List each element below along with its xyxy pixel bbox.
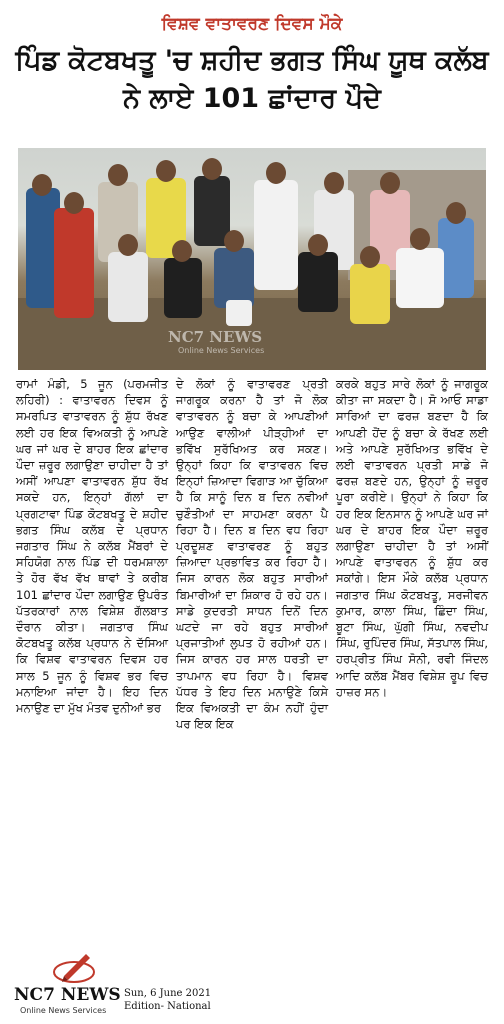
photo-person-head	[118, 234, 138, 256]
brand-logo: NC7 NEWS	[14, 985, 121, 1005]
photo-watermark: NC7 NEWS	[168, 328, 263, 346]
photo-person-head	[224, 230, 244, 252]
photo-person-head	[108, 164, 128, 186]
photo-person-head	[360, 246, 380, 268]
article-headline: ਪਿੰਡ ਕੋਟਬਖਤੂ 'ਚ ਸ਼ਹੀਦ ਭਗਤ ਸਿੰਘ ਯੂਥ ਕਲੱਬ ਨੇ ਲਾਏ 101 ਛਾਂਦਾਰ ਪੌਦੇ	[15, 45, 489, 114]
photo-person-head	[308, 234, 328, 256]
photo-watermark-sub: Online News Services	[178, 346, 265, 355]
photo-person-head	[64, 192, 84, 214]
photo-person-head	[32, 174, 52, 196]
article-column-2	[176, 376, 328, 732]
article-body	[16, 376, 492, 926]
brand-tagline: Online News Services	[20, 1006, 107, 1015]
photo-person-head	[446, 202, 466, 224]
photo-person	[164, 258, 202, 318]
photo-person	[396, 248, 444, 308]
photo-person	[350, 264, 390, 324]
photo-person	[108, 252, 148, 322]
section-kicker: ਵਿਸ਼ਵ ਵਾਤਾਵਰਣ ਦਿਵਸ ਮੌਕੇ	[161, 14, 343, 34]
photo-person	[54, 208, 94, 318]
article-text: ਰਾਮਾਂ ਮੰਡੀ, 5 ਜੂਨ (ਪਰਮਜੀਤ ਲਹਿਰੀ) : ਵਾਤਾਵਰਨ ਦਿਵਸ ਨੂੰ ਸਮਰਪਿਤ ਵਾਤਾਵਰਨ ਨੂੰ ਸ਼ੁੱਧ ਰੱਖਣ ਲਈ ਹਰ ਇਕ ਵਿਅਕਤੀ ਨੂੰ ਆਪਣੇ ਘਰ ਜਾਂ ਘਰ ਦੇ ਬਾਹਰ ਇਕ ਛਾਂਦਾਰ ਪੌਦਾ ਜ਼ਰੂਰ ਲਗਾਉਣਾ ਚਾਹੀਦਾ ਹੈ ਤਾਂ ਅਸੀਂ ਆਪਣਾ ਵਾਤਾਵਰਨ ਸ਼ੁੱਧ ਰੱਖ ਸਕਦੇ ਹਨ, ਇਨ੍ਹਾਂ ਗੱਲਾਂ ਦਾ ਪ੍ਰਗਟਾਵਾ ਪਿੰਡ ਕੋਟਬਖਤੂ ਦੇ ਸ਼ਹੀਦ ਭਗਤ ਸਿੰਘ ਕਲੱਬ ਦੇ ਪ੍ਰਧਾਨ ਜਗਤਾਰ ਸਿੰਘ ਨੇ ਕਲੱਬ ਮੈਂਬਰਾਂ ਦੇ ਸਹਿਯੋਗ ਨਾਲ ਪਿੰਡ ਦੀ ਧਰਮਸ਼ਾਲਾ ਤੇ ਹੋਰ ਵੱਖ ਵੱਖ ਥਾਵਾਂ ਤੇ ਕਰੀਬ 101 ਛਾਂਦਾਰ ਪੌਦਾ ਲਗਾਉਣ ਉਪਰੰਤ ਪੱਤਰਕਾਰਾਂ ਨਾਲ ਵਿਸ਼ੇਸ਼ ਗੱਲਬਾਤ ਦੌਰਾਨ ਕੀਤਾ। ਜਗਤਾਰ ਸਿੰਘ ਕੋਟਬਖਤੂ ਕਲੱਬ ਪ੍ਰਧਾਨ ਨੇ ਦੱਸਿਆ ਕਿ ਵਿਸ਼ਵ ਵਾਤਾਵਰਨ ਦਿਵਸ ਹਰ ਸਾਲ 5 ਜੂਨ ਨੂੰ ਵਿਸ਼ਵ ਭਰ ਵਿਚ ਮਨਾਇਆ ਜਾਂਦਾ ਹੈ। ਇਹ ਦਿਨ ਮਨਾਉਣ ਦਾ ਮੁੱਖ ਮੰਤਵ ਦੁਨੀਆਂ ਭਰ	[16, 377, 168, 716]
photo-person	[254, 180, 298, 290]
article-column-3	[336, 376, 488, 700]
photo-person-head	[202, 158, 222, 180]
photo-person	[298, 252, 338, 312]
photo-person-head	[380, 172, 400, 194]
article-text: ਕਰਕੇ ਬਹੁਤ ਸਾਰੇ ਲੋਕਾਂ ਨੂੰ ਜਾਗਰੂਕ ਕੀਤਾ ਜਾ ਸਕਦਾ ਹੈ। ਸੋ ਆਓ ਸਾਡਾ ਸਾਰਿਆਂ ਦਾ ਫਰਜ਼ ਬਣਦਾ ਹੈ ਕਿ ਆਪਣੀ ਹੋਂਦ ਨੂੰ ਬਚਾ ਕੇ ਰੱਖਣ ਲਈ ਅਤੇ ਆਪਣੇ ਸੁਰੱਖਿਅਤ ਭਵਿੱਖ ਦੇ ਲਈ ਵਾਤਾਵਰਨ ਪ੍ਰਤੀ ਸਾਡੇ ਜੋ ਫਰਜ਼ ਬਣਦੇ ਹਨ, ਉਨ੍ਹਾਂ ਨੂੰ ਜ਼ਰੂਰ ਪੂਰਾ ਕਰੀਏ। ਉਨ੍ਹਾਂ ਨੇ ਕਿਹਾ ਕਿ ਹਰ ਇਕ ਇਨਸਾਨ ਨੂੰ ਆਪਣੇ ਘਰ ਜਾਂ ਘਰ ਦੇ ਬਾਹਰ ਇਕ ਪੌਦਾ ਜ਼ਰੂਰ ਲਗਾਉਣਾ ਚਾਹੀਦਾ ਹੈ ਤਾਂ ਅਸੀਂ ਆਪਣੇ ਵਾਤਾਵਰਨ ਨੂੰ ਸ਼ੁੱਧ ਕਰ ਸਕਾਂਗੇ। ਇਸ ਮੌਕੇ ਕਲੱਬ ਪ੍ਰਧਾਨ ਜਗਤਾਰ ਸਿੰਘ ਕੋਟਬਖਤੂ, ਸਰਜੀਵਨ ਕੁਮਾਰ, ਕਾਲਾ ਸਿੰਘ, ਛਿੰਦਾ ਸਿੰਘ, ਬੂਟਾ ਸਿੰਘ, ਘੁੱਗੀ ਸਿੰਘ, ਨਵਦੀਪ ਸਿੰਘ, ਰੁਪਿੰਦਰ ਸਿੰਘ, ਸੱਤਪਾਲ ਸਿੰਘ, ਹਰਪ੍ਰੀਤ ਸਿੰਘ ਸੋਨੀ, ਰਵੀ ਜਿੰਦਲ ਆਦਿ ਕਲੱਬ ਮੈਂਬਰ ਵਿਸ਼ੇਸ਼ ਰੂਪ ਵਿਚ ਹਾਜ਼ਰ ਸਨ।	[336, 377, 488, 699]
photo-person-head	[410, 228, 430, 250]
photo-person-head	[266, 162, 286, 184]
photo-person-head	[324, 172, 344, 194]
article-column-1	[16, 376, 168, 716]
edition-label: Edition- National	[124, 1001, 211, 1012]
photo-person	[214, 248, 254, 308]
photo-person-head	[172, 240, 192, 262]
photo-person-head	[156, 160, 176, 182]
photo-bucket	[226, 300, 252, 326]
article-text: ਦੇ ਲੋਕਾਂ ਨੂੰ ਵਾਤਾਵਰਣ ਪ੍ਰਤੀ ਜਾਗਰੂਕ ਕਰਨਾ ਹੈ ਤਾਂ ਜੋ ਲੋਕ ਵਾਤਾਵਰਨ ਨੂੰ ਬਚਾ ਕੇ ਆਪਣੀਆਂ ਆਉਣ ਵਾਲੀਆਂ ਪੀੜ੍ਹੀਆਂ ਦਾ ਭਵਿੱਖ ਸੁਰੱਖਿਅਤ ਕਰ ਸਕਣ। ਉਨ੍ਹਾਂ ਕਿਹਾ ਕਿ ਵਾਤਾਵਰਨ ਵਿਚ ਇਨ੍ਹਾਂ ਜ਼ਿਆਦਾ ਵਿਗਾੜ ਆ ਚੁੱਕਿਆ ਹੈ ਕਿ ਸਾਨੂੰ ਦਿਨ ਬ ਦਿਨ ਨਵੀਆਂ ਚੁਣੌਤੀਆਂ ਦਾ ਸਾਹਮਣਾ ਕਰਨਾ ਪੈ ਰਿਹਾ ਹੈ। ਦਿਨ ਬ ਦਿਨ ਵਧ ਰਿਹਾ ਪ੍ਰਦੂਸ਼ਣ ਵਾਤਾਵਰਣ ਨੂੰ ਬਹੁਤ ਜ਼ਿਆਦਾ ਪ੍ਰਭਾਵਿਤ ਕਰ ਰਿਹਾ ਹੈ। ਜਿਸ ਕਾਰਨ ਲੋਕ ਬਹੁਤ ਸਾਰੀਆਂ ਬਿਮਾਰੀਆਂ ਦਾ ਸ਼ਿਕਾਰ ਹੋ ਰਹੇ ਹਨ। ਸਾਡੇ ਕੁਦਰਤੀ ਸਾਧਨ ਦਿਨੋਂ ਦਿਨ ਘਟਦੇ ਜਾ ਰਹੇ ਬਹੁਤ ਸਾਰੀਆਂ ਪ੍ਰਜਾਤੀਆਂ ਲੁਪਤ ਹੋ ਰਹੀਆਂ ਹਨ। ਜਿਸ ਕਾਰਨ ਹਰ ਸਾਲ ਧਰਤੀ ਦਾ ਤਾਪਮਾਨ ਵਧ ਰਿਹਾ ਹੈ। ਵਿਸ਼ਵ ਪੱਧਰ ਤੇ ਇਹ ਦਿਨ ਮਨਾਉਣੇ ਕਿਸੇ ਇਕ ਵਿਅਕਤੀ ਦਾ ਕੰਮ ਨਹੀਂ ਹੁੰਦਾ ਪਰ ਇਕ ਇਕ	[176, 377, 328, 732]
publish-date: Sun, 6 June 2021	[124, 988, 212, 999]
pen-logo-icon	[50, 948, 98, 984]
article-photo	[18, 148, 486, 370]
